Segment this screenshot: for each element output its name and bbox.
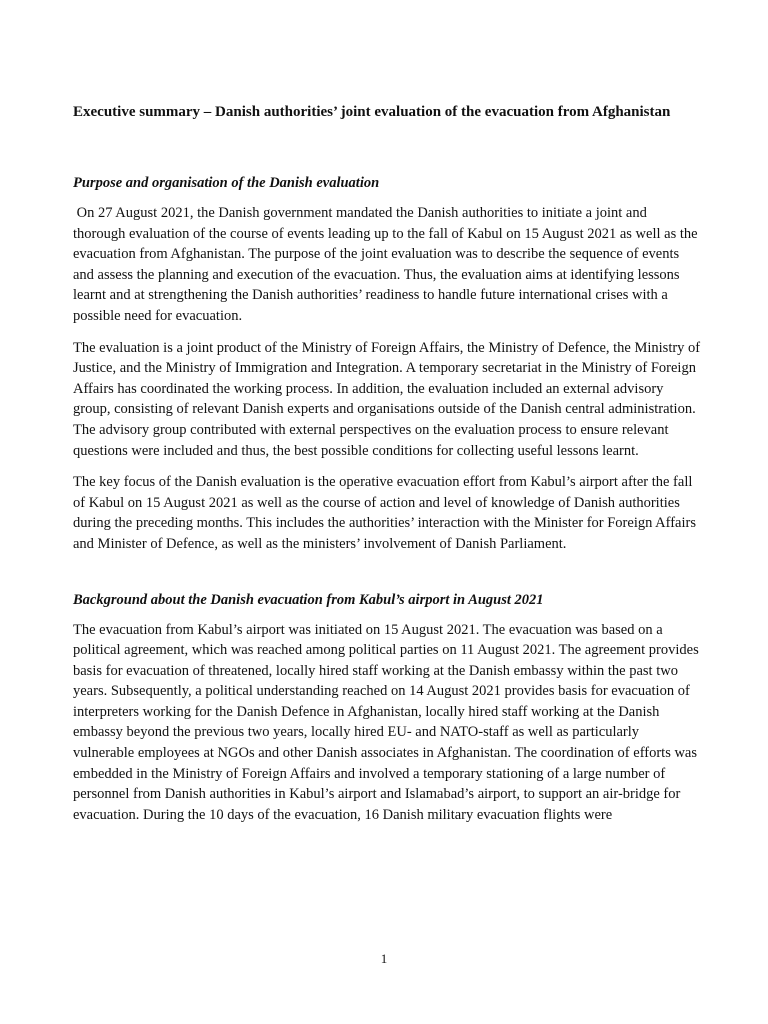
paragraph-joint-product: The evaluation is a joint product of the Ministry of Foreign Affairs, the Ministry of Defence, the Ministry of Justice, and the Ministry of Immigration and Integration. A temporary secretariat in the Ministry of Foreign Affairs has coordinated the working process. In addition, the evaluation included an external advisory group, consisting of relevant Danish experts and organisations outside of the Danish central administration. The advisory group contributed with external perspectives on the evaluation process to ensure relevant questions were included and thus, the best possible conditions for collecting useful lessons learnt. <box>73 339 701 459</box>
document-title: Executive summary – Danish authorities’ joint evaluation of the evacuation from Afghanistan <box>73 104 671 120</box>
section-heading-purpose: Purpose and organisation of the Danish evaluation <box>73 175 380 191</box>
paragraph-mandate: On 27 August 2021, the Danish government mandated the Danish authorities to initiate a joint and thorough evaluation of the course of events leading up to the fall of Kabul on 15 August 2021 as well as the evacuation from Afghanistan. The purpose of the joint evaluation was to describe the sequence of events and assess the planning and execution of the evacuation. Thus, the evaluation aims at identifying lessons learnt and at strengthening the Danish authorities’ readiness to handle future international crises with a possible need for evacuation. <box>73 205 702 324</box>
page-number: 1 <box>380 951 388 966</box>
paragraph-evacuation-background: The evacuation from Kabul’s airport was initiated on 15 August 2021. The evacuation was based on a political agreement, which was reached among political parties on 11 August 2021. The agreement provides basis for evacuation of threatened, locally hired staff working at the Danish embassy within the past two years. Subsequently, a political understanding reached on 14 August 2021 provides basis for evacuation of interpreters working for the Danish Defence in Afghanistan, locally hired staff working at the Danish embassy beyond the previous two years, locally hired EU- and NATO-staff as well as particularly vulnerable employees at NGOs and other Danish associates in Afghanistan. The coordination of efforts was embedded in the Ministry of Foreign Affairs and involved a temporary stationing of a large number of personnel from Danish authorities in Kabul’s airport and Islamabad’s airport, to support an air-bridge for evacuation. During the 10 days of the evacuation, 16 Danish military evacuation flights were <box>73 621 699 823</box>
section-heading-background: Background about the Danish evacuation from Kabul’s airport in August 2021 <box>73 591 544 608</box>
paragraph-key-focus: The key focus of the Danish evaluation is the operative evacuation effort from Kabul’s airport after the fall of Kabul on 15 August 2021 as well as the course of action and level of knowledge of Danish authorities during the preceding months. This includes the authorities’ interaction with the Minister for Foreign Affairs and Minister of Defence, as well as the ministers’ involvement of Danish Parliament. <box>73 474 696 552</box>
page-content <box>73 102 701 825</box>
